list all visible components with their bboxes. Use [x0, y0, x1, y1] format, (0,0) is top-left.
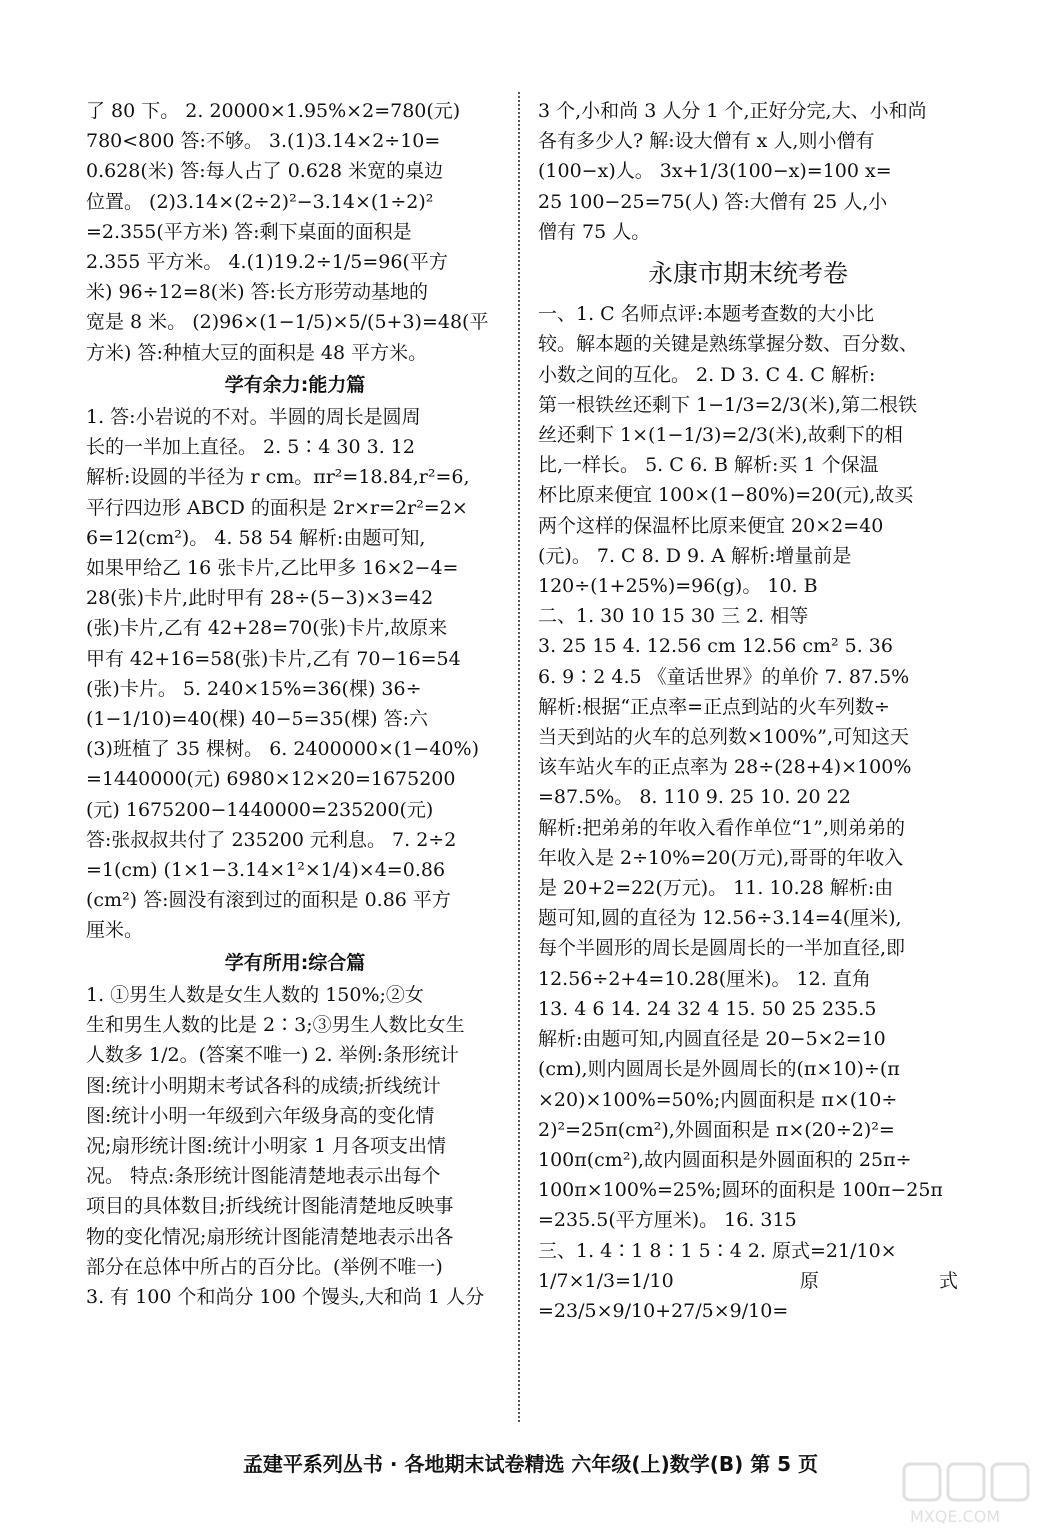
left-lines-b [86, 402, 504, 946]
text-line: 况。 特点:条形统计图能清楚地表示出每个 [86, 1165, 441, 1188]
right-lines-b [538, 299, 958, 1326]
text-line: 平行四边形 ABCD 的面积是 2r×r=2r²=2× [86, 496, 468, 519]
text-line: 28(张)卡片,此时甲有 28÷(5−3)×3=42 [86, 587, 434, 610]
text-line: 解析:由题可知,内圆直径是 20−5×2=10 [538, 1028, 886, 1051]
text-line: 3. 有 100 个和尚分 100 个馒头,大和尚 1 人分 [86, 1285, 485, 1308]
text-line: 三、1. 4∶1 8∶1 5∶4 2. 原式=21/10× [538, 1239, 897, 1262]
text-line: 100π×100%=25%;圆环的面积是 100π−25π [538, 1179, 943, 1202]
text-line: 780<800 答:不够。 3.(1)3.14×2÷10= [86, 130, 441, 153]
left-lines-a [86, 96, 504, 368]
text-line: (cm²) 答:圆没有滚到过的面积是 0.86 平方 [86, 889, 451, 912]
text-line: 丝还剩下 1×(1−1/3)=2/3(米),故剩下的相 [538, 424, 903, 447]
text-line: 当天到站的火车的总列数×100%”,可知这天 [538, 726, 909, 749]
text-line: 第一根铁丝还剩下 1−1/3=2/3(米),第二根铁 [538, 393, 917, 416]
text-line: (cm),则内圆周长是外圆周长的(π×10)÷(π [538, 1058, 900, 1081]
text-line: (元) 1675200−1440000=235200(元) [86, 798, 434, 821]
text-line: (1−1/10)=40(棵) 40−5=35(棵) 答:六 [86, 708, 429, 731]
right-lines-a [538, 96, 958, 247]
text-line: 物的变化情况;扇形统计图能清楚地表示出各 [86, 1225, 454, 1248]
text-line: =235.5(平方厘米)。 16. 315 [538, 1209, 797, 1232]
text-line: 厘米。 [86, 919, 144, 942]
text-line: 13. 4 6 14. 24 32 4 15. 50 25 235.5 [538, 997, 877, 1020]
text-line: 2.355 平方米。 4.(1)19.2÷1/5=96(平方 [86, 251, 448, 274]
text-line: 3. 25 15 4. 12.56 cm 12.56 cm² 5. 36 [538, 635, 893, 658]
text-line: (张)卡片。 5. 240×15%=36(棵) 36÷ [86, 677, 422, 700]
text-line: 比,一样长。 5. C 6. B 解析:买 1 个保温 [538, 454, 879, 477]
text-line: 小数之间的互化。 2. D 3. C 4. C 解析: [538, 363, 876, 386]
text-line: 米) 96÷12=8(米) 答:长方形劳动基地的 [86, 281, 429, 304]
text-line: (张)卡片,乙有 42+28=70(张)卡片,故原来 [86, 617, 448, 640]
text-line: 各有多少人? 解:设大僧有 x 人,则小僧有 [538, 130, 875, 153]
text-line: 100π(cm²),故内圆面积是外圆面积的 25π÷ [538, 1148, 912, 1171]
text-line: 项目的具体数目;折线统计图能清楚地反映事 [86, 1195, 454, 1218]
text-line: 1. 答:小岩说的不对。半圆的周长是圆周 [86, 406, 421, 429]
text-line: 解析:根据“正点率=正点到站的火车列数÷ [538, 695, 890, 718]
text-line: 两个这样的保温杯比原来便宜 20×2=40 [538, 514, 884, 537]
text-line: 120÷(1+25%)=96(g)。 10. B [538, 575, 818, 598]
text-line: 了 80 下。 2. 20000×1.95%×2=780(元) [86, 100, 461, 122]
watermark-logo [900, 1460, 1050, 1530]
watermark-url: MXQE.COM [910, 1507, 1001, 1526]
text-line: 2)²=25π(cm²),外圆面积是 π×(20÷2)²= [538, 1118, 895, 1141]
text-line: 宽是 8 米。 (2)96×(1−1/5)×5/(5+3)=48(平 [86, 311, 489, 334]
left-column [86, 96, 504, 1312]
right-column [538, 96, 958, 1326]
left-lines-c [86, 980, 504, 1312]
text-line: (3)班植了 35 棵树。 6. 2400000×(1−40%) [86, 738, 479, 761]
text-line: 一、1. C 名师点评:本题考查数的大小比 [538, 303, 875, 326]
text-line: (100−x)人。 3x+1/3(100−x)=100 x= [538, 160, 892, 183]
text-line: 甲有 42+16=58(张)卡片,乙有 70−16=54 [86, 647, 461, 670]
text-line: 答:张叔叔共付了 235200 元利息。 7. 2÷2 [86, 828, 457, 851]
text-line: ×20)×100%=50%;内圆面积是 π×(10÷ [538, 1088, 898, 1111]
text-line: 位置。 (2)3.14×(2÷2)²−3.14×(1÷2)² [86, 190, 434, 213]
page-footer: 孟建平系列丛书 · 各地期末试卷精选 六年级(上)数学(B) 第 5 页 [242, 1452, 819, 1476]
text-line: =87.5%。 8. 110 9. 25 10. 20 22 [538, 786, 851, 809]
text-line: =2.355(平方米) 答:剩下桌面的面积是 [86, 220, 412, 243]
text-line: 每个半圆形的周长是圆周长的一半加直径,即 [538, 937, 906, 960]
text-line: 图:统计小明期末考试各科的成绩;折线统计 [86, 1074, 441, 1097]
column-divider [518, 92, 520, 1422]
text-line: 图:统计小明一年级到六年级身高的变化情 [86, 1104, 435, 1127]
text-line: 1. ①男生人数是女生人数的 150%;②女 [86, 983, 424, 1006]
text-line: 解析:把弟弟的年收入看作单位“1”,则弟弟的 [538, 816, 905, 839]
exam-title: 永康市期末统考卷 [647, 259, 848, 289]
text-line: 较。解本题的关键是熟练掌握分数、百分数、 [538, 333, 919, 356]
text-line: 题可知,圆的直径为 12.56÷3.14=4(厘米), [538, 907, 902, 930]
text-line: 12.56÷2+4=10.28(厘米)。 12. 直角 [538, 967, 871, 990]
text-line: =1440000(元) 6980×12×20=1675200 [86, 768, 456, 791]
text-line: 是 20+2=22(万元)。 11. 10.28 解析:由 [538, 877, 894, 900]
text-line: 年收入是 2÷10%=20(万元),哥哥的年收入 [538, 846, 904, 869]
text-line: 1/7×1/3=1/10 原式=23/5×9/10+27/5×9/10= [538, 1269, 958, 1322]
text-line: 长的一半加上直径。 2. 5∶4 30 3. 12 [86, 436, 415, 459]
text-line: 3 个,小和尚 3 人分 1 个,正好分完,大、小和尚 [538, 100, 927, 122]
text-line: 0.628(米) 答:每人占了 0.628 米宽的桌边 [86, 160, 444, 183]
text-line: 生和男生人数的比是 2∶3;③男生人数比女生 [86, 1014, 465, 1037]
text-line: 6=12(cm²)。 4. 58 54 解析:由题可知, [86, 526, 426, 549]
text-line: 人数多 1/2。(答案不唯一) 2. 举例:条形统计 [86, 1044, 460, 1067]
text-line: (元)。 7. C 8. D 9. A 解析:增量前是 [538, 544, 852, 567]
section-title-ability: 学有余力:能力篇 [224, 373, 366, 396]
text-line: 杯比原来便宜 100×(1−80%)=20(元),故买 [538, 484, 914, 507]
text-line: 况;扇形统计图:统计小明家 1 月各项支出情 [86, 1134, 446, 1157]
text-line: 该车站火车的正点率为 28÷(28+4)×100% [538, 756, 912, 779]
text-line: 解析:设圆的半径为 r cm。πr²=18.84,r²=6, [86, 466, 470, 489]
text-line: 如果甲给乙 16 张卡片,乙比甲多 16×2−4= [86, 557, 459, 580]
text-line: 25 100−25=75(人) 答:大僧有 25 人,小 [538, 190, 888, 213]
text-line: 方米) 答:种植大豆的面积是 48 平方米。 [86, 341, 428, 364]
section-title-comprehensive: 学有所用:综合篇 [224, 951, 366, 974]
text-line: 僧有 75 人。 [538, 220, 651, 243]
text-line: =1(cm) (1×1−3.14×1²×1/4)×4=0.86 [86, 859, 446, 882]
text-line: 部分在总体中所占的百分比。(举例不唯一) [86, 1255, 443, 1278]
text-line: 二、1. 30 10 15 30 三 2. 相等 [538, 605, 809, 628]
text-line: 6. 9∶2 4.5 《童话世界》的单价 7. 87.5% [538, 665, 910, 688]
